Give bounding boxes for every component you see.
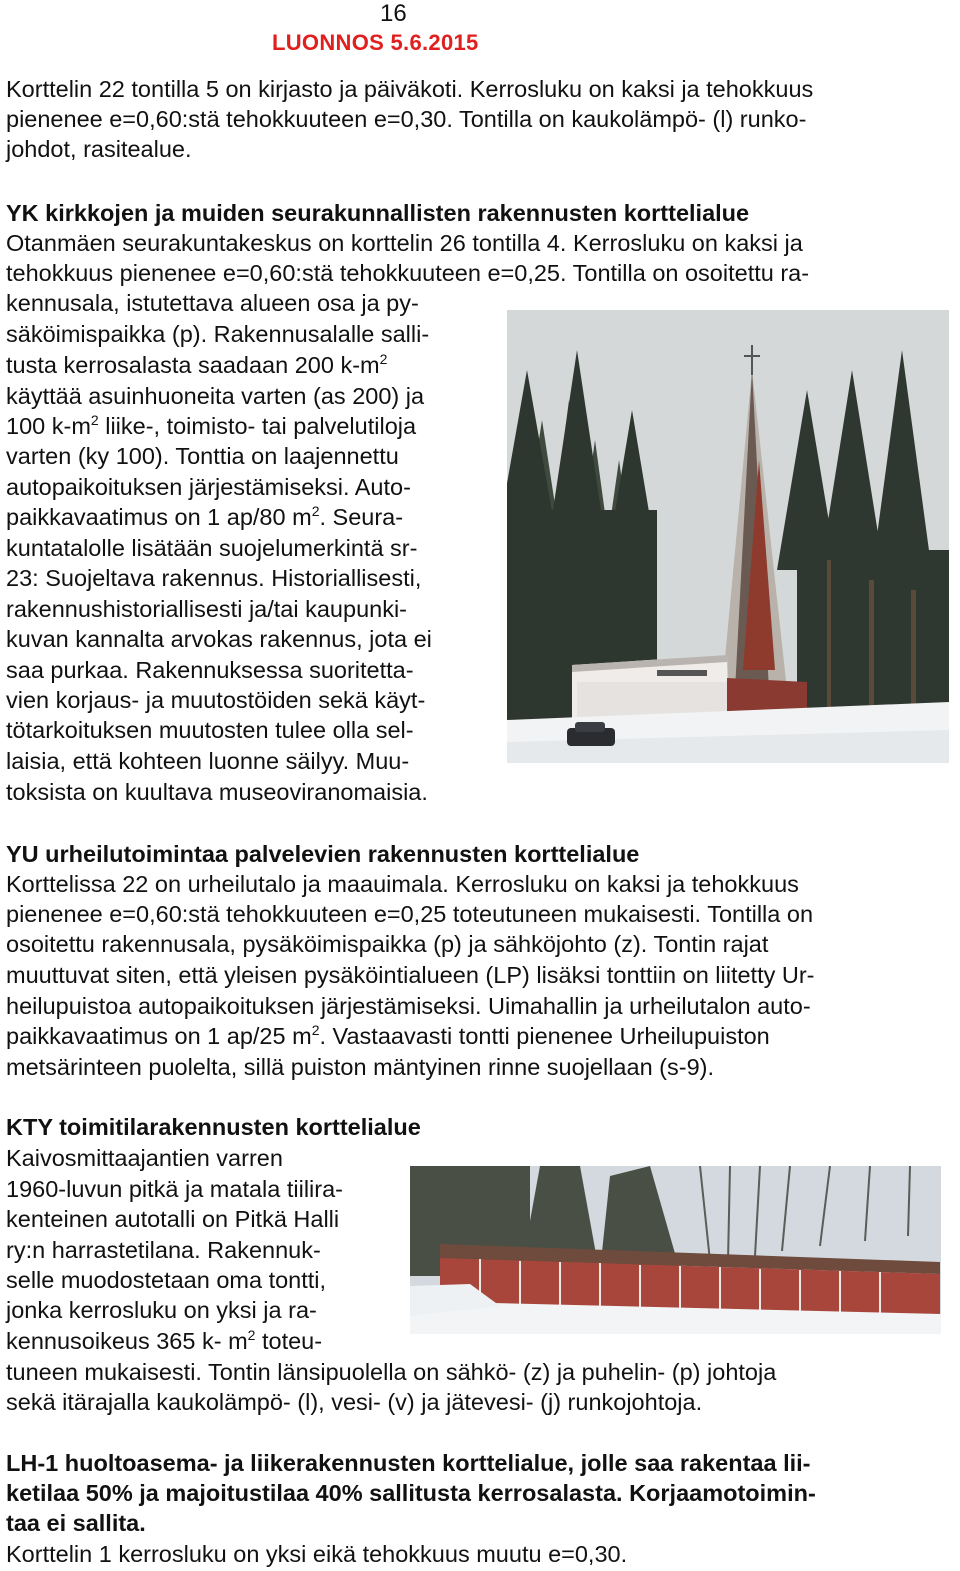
yu-heading: YU urheilutoimintaa palvelevien rakennusten korttelialue: [6, 841, 640, 867]
yu-line: metsärinteen puolelta, sillä puiston mäntyinen rinne suojellaan (s-9).: [6, 1054, 714, 1080]
kty-line: jonka kerrosluku on yksi ja ra-: [6, 1297, 317, 1323]
kty-heading: KTY toimitilarakennusten korttelialue: [6, 1114, 421, 1140]
superscript: 2: [247, 1327, 256, 1343]
yk-line: varten (ky 100). Tonttia on laajennettu: [6, 443, 399, 469]
superscript: 2: [90, 412, 99, 428]
kty-line: 1960-luvun pitkä ja matala tiilira-: [6, 1176, 343, 1202]
kty-line: Kaivosmittaajantien varren: [6, 1145, 283, 1171]
yk-line: säköimispaikka (p). Rakennusalalle salli-: [6, 321, 430, 347]
yk-line: tehokkuus pienenee e=0,60:stä tehokkuuteen e=0,25. Tontilla on osoitettu ra-: [6, 260, 810, 286]
intro-line: johdot, rasitealue.: [6, 136, 192, 162]
yu-line: pienenee e=0,60:stä tehokkuuteen e=0,25 toteutuneen mukaisesti. Tontilla on: [6, 901, 814, 927]
church-photo: [507, 310, 949, 763]
intro-line: pienenee e=0,60:stä tehokkuuteen e=0,30. Tontilla on kaukolämpö- (l) runko-: [6, 106, 807, 132]
yu-line: Korttelissa 22 on urheilutalo ja maauimala. Kerrosluku on kaksi ja tehokkuus: [6, 871, 799, 897]
yk-line: 100 $k-m^2$ liike-, toimisto- tai palvelutiloja: [6, 412, 417, 439]
yu-line: heilupuistoa autopaikoituksen järjestämiseksi. Uimahallin ja urheilutalon auto-: [6, 993, 811, 1019]
page-number: 16: [380, 0, 407, 27]
kty-line: kennusoikeus 365 k- $m^2$ toteu-: [6, 1327, 323, 1354]
yu-line: osoitettu rakennusala, pysäköimispaikka (p) ja sähköjohto (z). Tontin rajat: [6, 931, 769, 957]
superscript: 2: [379, 351, 388, 367]
yk-line: kuntatalolle lisätään suojelumerkintä sr-: [6, 535, 418, 561]
lh1-heading: LH-1 huoltoasema- ja liikerakennusten korttelialue, jolle saa rakentaa lii-: [6, 1450, 811, 1476]
yk-line: käyttää asuinhuoneita varten (as 200) ja: [6, 383, 425, 409]
kty-line: ry:n harrastetilana. Rakennuk-: [6, 1237, 321, 1263]
yk-line: rakennushistoriallisesti ja/tai kaupunki-: [6, 596, 408, 622]
superscript: 2: [311, 1022, 320, 1038]
draft-label: LUONNOS 5.6.2015: [272, 30, 479, 55]
lh1-body: Korttelin 1 kerrosluku on yksi eikä tehokkuus muutu e=0,30.: [6, 1541, 628, 1567]
church-photo-graphic: [507, 310, 949, 763]
yk-line: saa purkaa. Rakennuksessa suoritetta-: [6, 657, 414, 683]
yk-line: kennusala, istutettava alueen osa ja py-: [6, 290, 419, 316]
superscript: 2: [311, 503, 320, 519]
yk-line: kuvan kannalta arvokas rakennus, jota ei: [6, 626, 432, 652]
yu-line: muuttuvat siten, että yleisen pysäköintialueen (LP) lisäksi tonttiin on liitetty Ur-: [6, 962, 815, 988]
lh1-heading: ketilaa 50% ja majoitustilaa 40% sallitusta kerrosalasta. Korjaamotoimin-: [6, 1480, 816, 1506]
yk-line: autopaikoituksen järjestämiseksi. Auto-: [6, 474, 411, 500]
yu-line: paikkavaatimus on 1 ap/25 $m^2$. Vastaavasti tontti pienenee Urheilupuiston: [6, 1022, 770, 1049]
kty-line: sekä itärajalla kaukolämpö- (l), vesi- (v) ja jätevesi- (j) runkojohtoja.: [6, 1389, 703, 1415]
yk-line: tusta kerrosalasta saadaan 200 $k-m^2$: [6, 351, 388, 378]
kty-line: kenteinen autotalli on Pitkä Halli: [6, 1206, 340, 1232]
yk-line: Otanmäen seurakuntakeskus on korttelin 26 tontilla 4. Kerrosluku on kaksi ja: [6, 230, 803, 256]
yk-line: laisia, että kohteen luonne säilyy. Muu-: [6, 748, 410, 774]
yk-heading: YK kirkkojen ja muiden seurakunnallisten rakennusten korttelialue: [6, 200, 750, 226]
yk-line: 23: Suojeltava rakennus. Historiallisesti,: [6, 565, 422, 591]
lh1-heading: taa ei sallita.: [6, 1510, 146, 1536]
yk-line: vien korjaus- ja muutostöiden sekä käyt-: [6, 687, 426, 713]
yk-line: toksista on kuultava museoviranomaisia.: [6, 779, 428, 805]
yk-line: tötarkoituksen muutosten tulee olla sel-: [6, 717, 414, 743]
garage-photo: [410, 1166, 941, 1334]
kty-line: tuneen mukaisesti. Tontin länsipuolella on sähkö- (z) ja puhelin- (p) johtoja: [6, 1359, 777, 1385]
kty-line: selle muodostetaan oma tontti,: [6, 1267, 327, 1293]
intro-line: Korttelin 22 tontilla 5 on kirjasto ja päiväkoti. Kerrosluku on kaksi ja tehokkuus: [6, 76, 814, 102]
yk-line: paikkavaatimus on 1 ap/80 $m^2$. Seura-: [6, 503, 404, 530]
garage-photo-graphic: [410, 1166, 941, 1334]
